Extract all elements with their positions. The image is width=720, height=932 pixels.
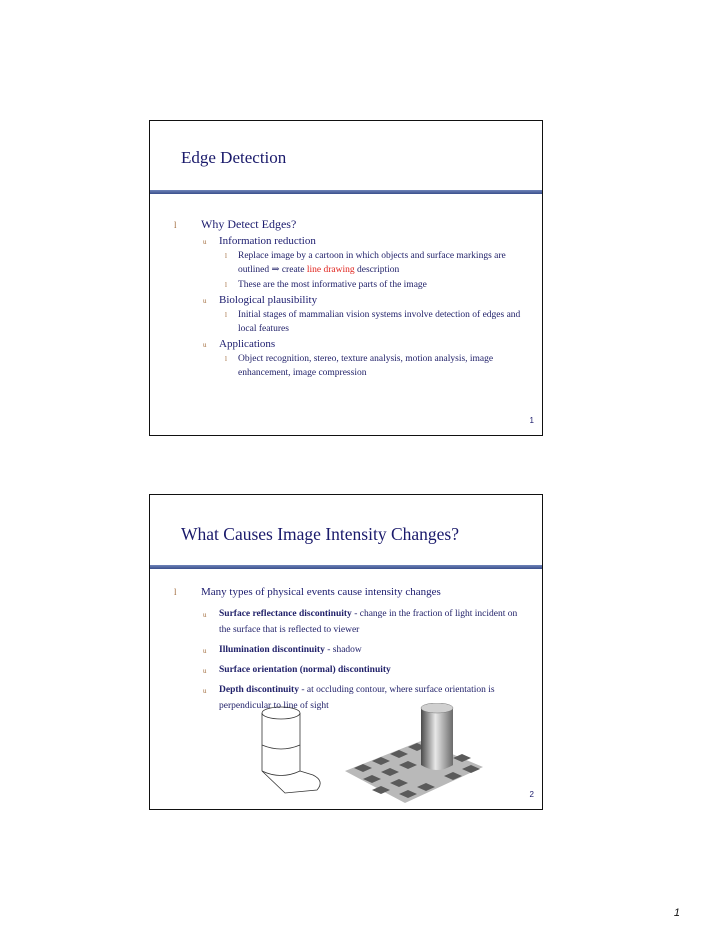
bullet-level-2 <box>174 293 526 307</box>
bullet-level-2 <box>174 662 526 678</box>
bullet-text: These are the most informative parts of the image <box>238 280 427 290</box>
illustration <box>255 703 485 803</box>
bullet-marker: u <box>203 687 207 695</box>
bullet-marker: u <box>203 611 207 619</box>
bullet-level-3 <box>174 278 526 292</box>
bullet-term: Illumination discontinuity <box>219 645 325 655</box>
title-rule <box>150 565 542 569</box>
bullet-term: Surface orientation (normal) discontinuity <box>219 665 391 675</box>
bullet-text: Biological plausibility <box>219 294 318 306</box>
bullet-marker: l <box>174 587 177 597</box>
cylinder-line-drawing <box>262 707 320 793</box>
slide-title: Edge Detection <box>181 148 287 167</box>
bullet-marker: u <box>203 238 207 246</box>
bullet-marker: l <box>225 355 227 363</box>
bullet-text: Replace image by a cartoon in which objects and surface markings are outlined ⇒ create <box>238 251 506 275</box>
slide-title: What Causes Image Intensity Changes? <box>181 524 459 544</box>
bullet-marker: l <box>174 220 177 230</box>
bullet-level-2 <box>174 337 526 351</box>
slide-2 <box>149 494 543 810</box>
bullet-text: Initial stages of mammalian vision systems involve detection of edges and local features <box>238 310 521 334</box>
bullet-marker: l <box>225 311 227 319</box>
bullet-level-3 <box>174 352 526 380</box>
bullet-text: - change in the fraction of light incident on the surface that is reflected to viewer <box>219 609 518 635</box>
bullet-marker: l <box>225 281 227 289</box>
bullet-term: Depth discontinuity <box>219 685 299 695</box>
bullet-text: Object recognition, stereo, texture analysis, motion analysis, image enhancement, image compression <box>238 354 494 378</box>
slide-1 <box>149 120 543 436</box>
bullet-text: Why Detect Edges? <box>201 217 297 231</box>
bullet-marker: u <box>203 341 207 349</box>
slide-number: 2 <box>529 790 534 799</box>
slide-number: 1 <box>529 416 534 425</box>
slide-body <box>174 583 526 718</box>
bullet-level-2 <box>174 606 526 638</box>
bullet-level-2 <box>174 642 526 658</box>
bullet-text: Applications <box>219 338 276 350</box>
bullet-marker: u <box>203 667 207 675</box>
bullet-marker: u <box>203 647 207 655</box>
highlight-text: line drawing <box>306 265 355 275</box>
bullet-marker: u <box>203 297 207 305</box>
slide-body <box>174 216 526 381</box>
bullet-text-tail: description <box>354 265 400 275</box>
bullet-text: - at occluding contour, where surface orientation is perpendicular to line of sight <box>219 685 495 711</box>
bullet-term: Surface reflectance discontinuity <box>219 609 352 619</box>
bullet-level-2 <box>174 234 526 248</box>
bullet-level-3 <box>174 249 526 277</box>
bullet-level-3 <box>174 308 526 336</box>
bullet-marker: l <box>225 252 227 260</box>
bullet-text: Many types of physical events cause intensity changes <box>201 586 441 598</box>
page-number: 1 <box>673 907 680 919</box>
bullet-text: Information reduction <box>219 235 316 247</box>
bullet-level-1 <box>174 216 526 232</box>
title-rule <box>150 190 542 194</box>
checkerboard-cylinder-image <box>345 703 483 803</box>
bullet-level-1 <box>174 583 526 600</box>
bullet-text: - shadow <box>324 645 362 655</box>
